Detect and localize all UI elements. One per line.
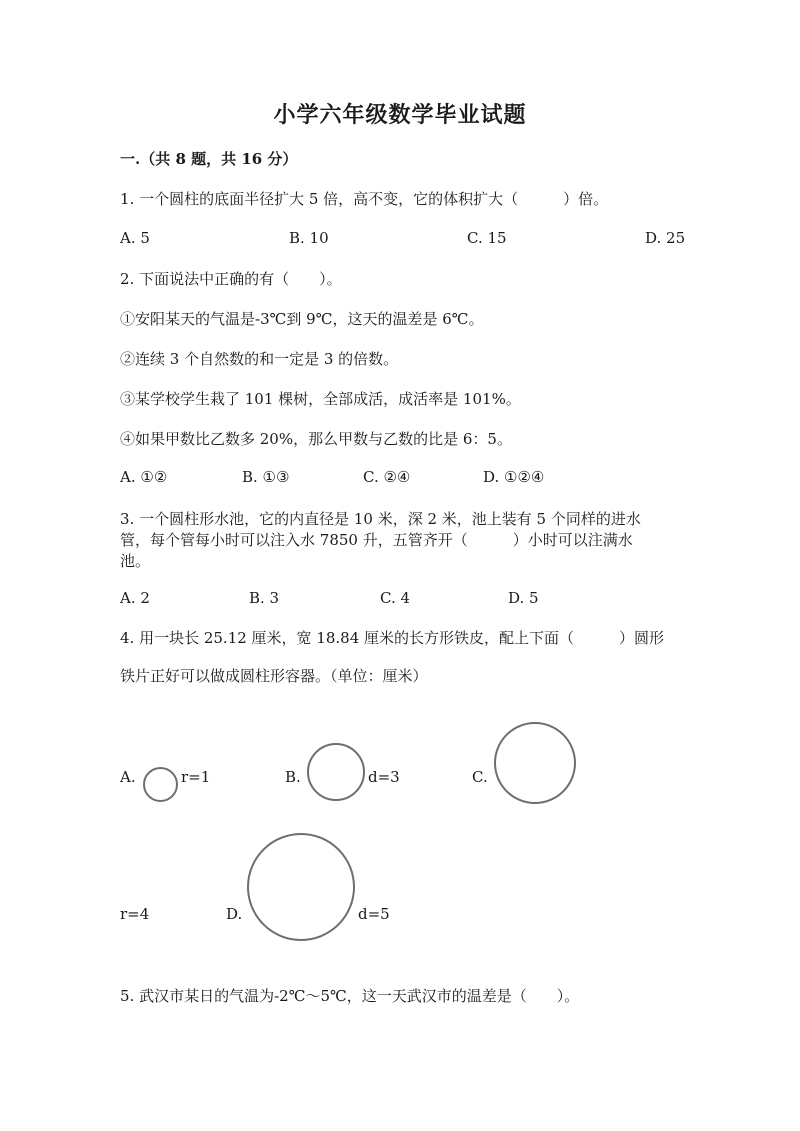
- question-1-option-c: C. 15: [467, 229, 507, 247]
- question-2-option-d: D. ①②④: [483, 468, 545, 486]
- option-c-circle: [494, 722, 576, 804]
- option-b-dimension: d=3: [368, 768, 400, 786]
- question-2-statement-1: ①安阳某天的气温是-3℃到 9℃，这天的温差是 6℃。: [120, 310, 484, 328]
- question-5-text: 5. 武汉市某日的气温为-2℃～5℃，这一天武汉市的温差是（ ）。: [120, 987, 580, 1005]
- question-1-text: 1. 一个圆柱的底面半径扩大 5 倍，高不变，它的体积扩大（ ）倍。: [120, 190, 609, 208]
- question-4-line-2: 铁片正好可以做成圆柱形容器。（单位：厘米）: [120, 667, 428, 685]
- option-c-dimension: r=4: [120, 905, 150, 923]
- question-4-line-1: 4. 用一块长 25.12 厘米，宽 18.84 厘米的长方形铁皮，配上下面（ ）圆形: [120, 629, 665, 647]
- option-d-dimension: d=5: [358, 905, 390, 923]
- section-header: 一.（共 8 题，共 16 分）: [120, 150, 298, 168]
- question-2-statement-2: ②连续 3 个自然数的和一定是 3 的倍数。: [120, 350, 399, 368]
- option-a-dimension: r=1: [181, 768, 211, 786]
- question-2-option-a: A. ①②: [120, 468, 168, 486]
- question-1-option-b: B. 10: [289, 229, 329, 247]
- option-a-label: A.: [120, 768, 136, 786]
- question-3-option-d: D. 5: [508, 589, 539, 607]
- option-b-circle: [307, 743, 365, 801]
- question-3-option-c: C. 4: [380, 589, 411, 607]
- question-2-statement-4: ④如果甲数比乙数多 20%，那么甲数与乙数的比是 6：5。: [120, 430, 512, 448]
- question-3-option-b: B. 3: [249, 589, 280, 607]
- page-title: 小学六年级数学毕业试题: [273, 102, 527, 128]
- option-a-circle: [143, 767, 178, 802]
- option-c-label: C.: [472, 768, 488, 786]
- question-1-option-a: A. 5: [120, 229, 150, 247]
- question-2-statement-3: ③某学校学生栽了 101 棵树，全部成活，成活率是 101%。: [120, 390, 521, 408]
- question-2-option-b: B. ①③: [242, 468, 290, 486]
- question-3-line-3: 池。: [120, 552, 151, 570]
- question-3-line-2: 管，每个管每小时可以注入水 7850 升，五管齐开（ ）小时可以注满水: [120, 531, 633, 549]
- question-3-option-a: A. 2: [120, 589, 150, 607]
- option-d-circle: [247, 833, 355, 941]
- question-1-option-d: D. 25: [645, 229, 686, 247]
- option-d-label: D.: [226, 905, 243, 923]
- question-2-option-c: C. ②④: [363, 468, 411, 486]
- option-b-label: B.: [285, 768, 301, 786]
- question-3-line-1: 3. 一个圆柱形水池，它的内直径是 10 米，深 2 米，池上装有 5 个同样的进水: [120, 510, 641, 528]
- question-2-text: 2. 下面说法中正确的有（ ）。: [120, 270, 342, 288]
